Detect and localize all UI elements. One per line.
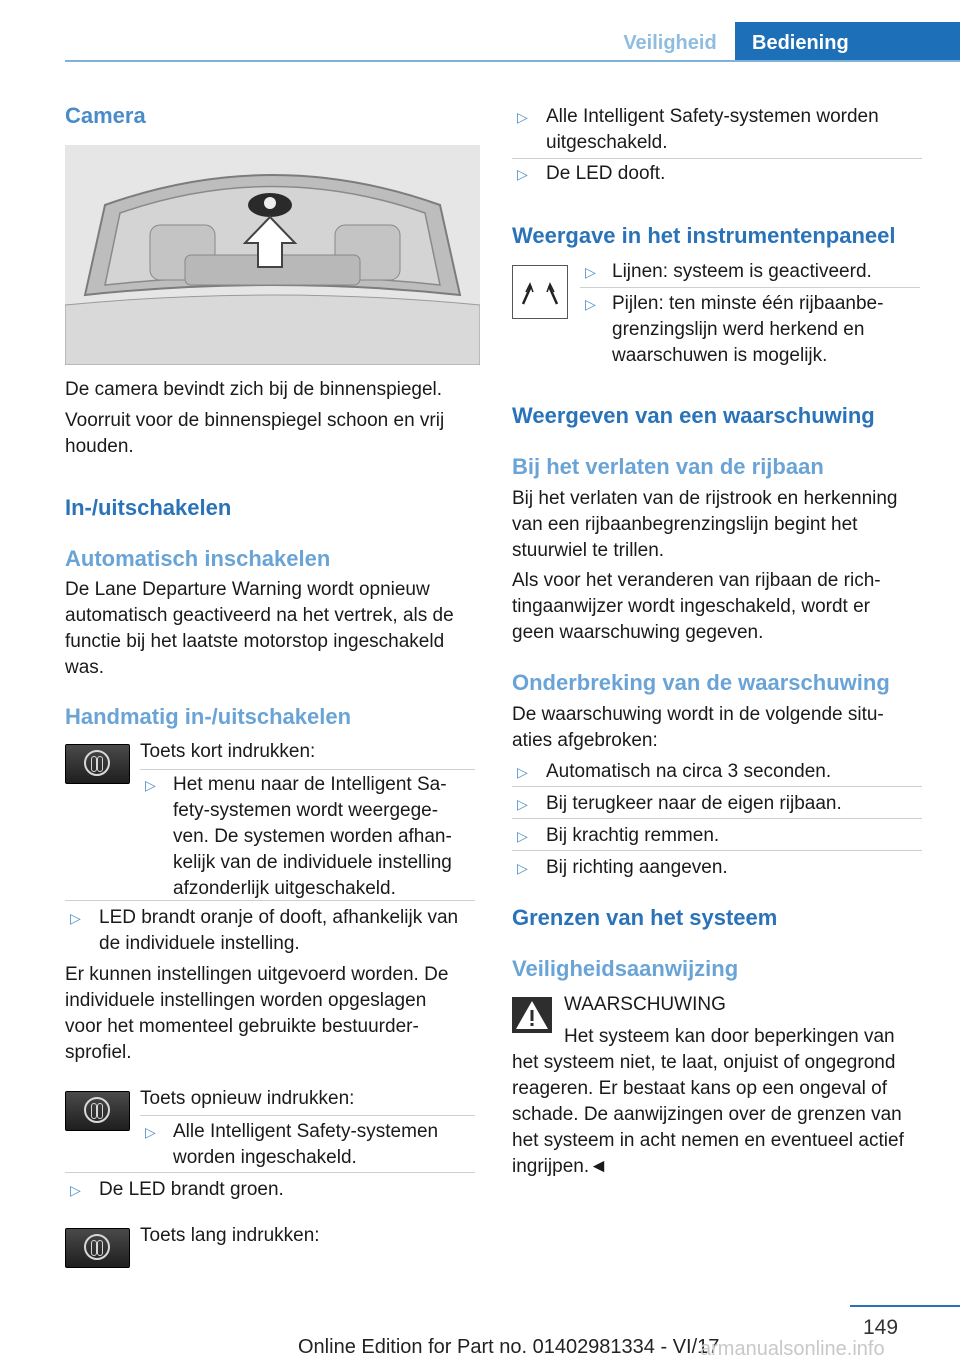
- interrupt-line1: De waarschuwing wordt in de volgende situ-: [512, 704, 884, 725]
- triangle-bullet-icon: ▷: [585, 264, 596, 280]
- interrupt-item-4: Bij richting aangeven.: [546, 857, 728, 878]
- off-item-line1: Alle Intelligent Safety-systemen worden: [546, 106, 879, 127]
- led-off-text: De LED dooft.: [546, 163, 666, 184]
- display-heading: Weergave in het instrumentenpaneel: [512, 223, 896, 248]
- separator: [512, 850, 922, 851]
- interrupt-item-3: Bij krachtig remmen.: [546, 825, 720, 846]
- green-item-text: De LED brandt groen.: [99, 1179, 284, 1200]
- camera-heading: Camera: [65, 103, 146, 128]
- led-item-line2: de individuele instelling.: [99, 933, 300, 954]
- short-item-line3: ven. De systemen worden afhan-: [173, 826, 452, 847]
- leave-line2: van een rijbaanbegrenzingslijn begint het: [512, 514, 858, 535]
- separator: [512, 818, 922, 819]
- header-rule: [65, 60, 960, 62]
- safety-heading: Veiligheidsaanwijzing: [512, 956, 739, 981]
- triangle-bullet-icon: ▷: [585, 296, 596, 312]
- auto-heading: Automatisch inschakelen: [65, 546, 331, 571]
- interrupt-line2: aties afgebroken:: [512, 730, 658, 751]
- limits-heading: Grenzen van het systeem: [512, 905, 778, 930]
- auto-line2: automatisch geactiveerd na het vertrek, als de: [65, 605, 454, 626]
- camera-illustration: [65, 145, 480, 365]
- warning-line4: schade. De aanwijzingen over de grenzen van: [512, 1104, 902, 1125]
- triangle-bullet-icon: ▷: [517, 796, 528, 812]
- safety-button-icon: [65, 744, 130, 784]
- leave-heading: Bij het verlaten van de rijbaan: [512, 454, 824, 479]
- again-item-line1: Alle Intelligent Safety-systemen: [173, 1121, 439, 1142]
- indicator-line3: geen waarschuwing gegeven.: [512, 622, 764, 643]
- separator: [140, 769, 475, 770]
- tab-bediening[interactable]: Bediening: [735, 22, 960, 62]
- press-long-text: Toets lang indrukken:: [140, 1225, 320, 1246]
- triangle-bullet-icon: ▷: [517, 109, 528, 125]
- warning-line3: reageren. Er bestaat kans op een ongeval of: [512, 1078, 887, 1099]
- again-item-line2: worden ingeschakeld.: [173, 1147, 357, 1168]
- press-again-text: Toets opnieuw indrukken:: [140, 1088, 355, 1109]
- arrows-item-line3: waarschuwen is mogelijk.: [612, 345, 828, 366]
- settings-line4: sprofiel.: [65, 1042, 132, 1063]
- separator: [65, 900, 475, 901]
- triangle-bullet-icon: ▷: [517, 828, 528, 844]
- interrupt-item-2: Bij terugkeer naar de eigen rijbaan.: [546, 793, 842, 814]
- separator: [580, 287, 920, 288]
- safety-button-icon: [65, 1228, 130, 1268]
- warning-triangle-icon: [512, 997, 552, 1033]
- triangle-bullet-icon: ▷: [145, 777, 156, 793]
- leave-line3: stuurwiel te trillen.: [512, 540, 665, 561]
- camera-clean-line2: houden.: [65, 436, 134, 457]
- short-item-line4: kelijk van de individuele instelling: [173, 852, 452, 873]
- page-number: 149: [863, 1316, 899, 1339]
- watermark-text: armanualsonline.info: [700, 1338, 885, 1360]
- warning-line5: het systeem in acht nemen en eventueel actief: [512, 1130, 904, 1151]
- camera-location-text: De camera bevindt zich bij de binnenspiegel.: [65, 379, 443, 400]
- warning-line1: Het systeem kan door beperkingen van: [564, 1026, 895, 1047]
- warning-title: WAARSCHUWING: [564, 994, 726, 1015]
- auto-line3: functie bij het laatste motorstop ingeschakeld: [65, 631, 445, 652]
- interrupt-heading: Onderbreking van de waarschuwing: [512, 670, 890, 695]
- triangle-bullet-icon: ▷: [517, 764, 528, 780]
- settings-line1: Er kunnen instellingen uitgevoerd worden. De: [65, 964, 449, 985]
- short-item-line2: fety-systemen wordt weergege-: [173, 800, 439, 821]
- separator: [512, 158, 922, 159]
- camera-clean-line1: Voorruit voor de binnenspiegel schoon en vrij: [65, 410, 445, 431]
- settings-line3: voor het momenteel gebruikte bestuurder-: [65, 1016, 419, 1037]
- auto-line1: De Lane Departure Warning wordt opnieuw: [65, 579, 430, 600]
- settings-line2: individuele instellingen worden opgeslagen: [65, 990, 427, 1011]
- triangle-bullet-icon: ▷: [70, 1182, 81, 1198]
- led-item-line1: LED brandt oranje of dooft, afhankelijk van: [99, 907, 459, 928]
- press-short-text: Toets kort indrukken:: [140, 741, 316, 762]
- off-item-line2: uitgeschakeld.: [546, 132, 668, 153]
- triangle-bullet-icon: ▷: [517, 860, 528, 876]
- triangle-bullet-icon: ▷: [145, 1124, 156, 1140]
- short-item-line5: afzonderlijk uitgeschakeld.: [173, 878, 396, 899]
- safety-button-icon: [65, 1091, 130, 1131]
- separator: [512, 786, 922, 787]
- lane-lines-icon: [512, 265, 568, 319]
- tab-veiligheid[interactable]: Veiligheid: [623, 32, 717, 54]
- indicator-line2: tingaanwijzer wordt ingeschakeld, wordt er: [512, 596, 871, 617]
- warn-heading: Weergeven van een waarschuwing: [512, 403, 875, 428]
- inuit-heading: In-/uitschakelen: [65, 495, 232, 520]
- triangle-bullet-icon: ▷: [517, 166, 528, 182]
- hand-heading: Handmatig in-/uitschakelen: [65, 704, 352, 729]
- interrupt-item-1: Automatisch na circa 3 seconden.: [546, 761, 832, 782]
- auto-line4: was.: [65, 657, 105, 678]
- footer-rule: [850, 1305, 960, 1307]
- warning-line2: het systeem niet, te laat, onjuist of ongegrond: [512, 1052, 896, 1073]
- short-item-line1: Het menu naar de Intelligent Sa-: [173, 774, 447, 795]
- indicator-line1: Als voor het veranderen van rijbaan de rich-: [512, 570, 881, 591]
- edition-text: Online Edition for Part no. 01402981334 - VI/17: [298, 1336, 720, 1358]
- separator: [140, 1115, 475, 1116]
- separator: [65, 1172, 475, 1173]
- arrows-item-line2: grenzingslijn werd herkend en: [612, 319, 865, 340]
- arrows-item-line1: Pijlen: ten minste één rijbaanbe-: [612, 293, 884, 314]
- lines-item-text: Lijnen: systeem is geactiveerd.: [612, 261, 872, 282]
- warning-line6: ingrijpen.◄: [512, 1156, 608, 1177]
- triangle-bullet-icon: ▷: [70, 910, 81, 926]
- leave-line1: Bij het verlaten van de rijstrook en herkenning: [512, 488, 898, 509]
